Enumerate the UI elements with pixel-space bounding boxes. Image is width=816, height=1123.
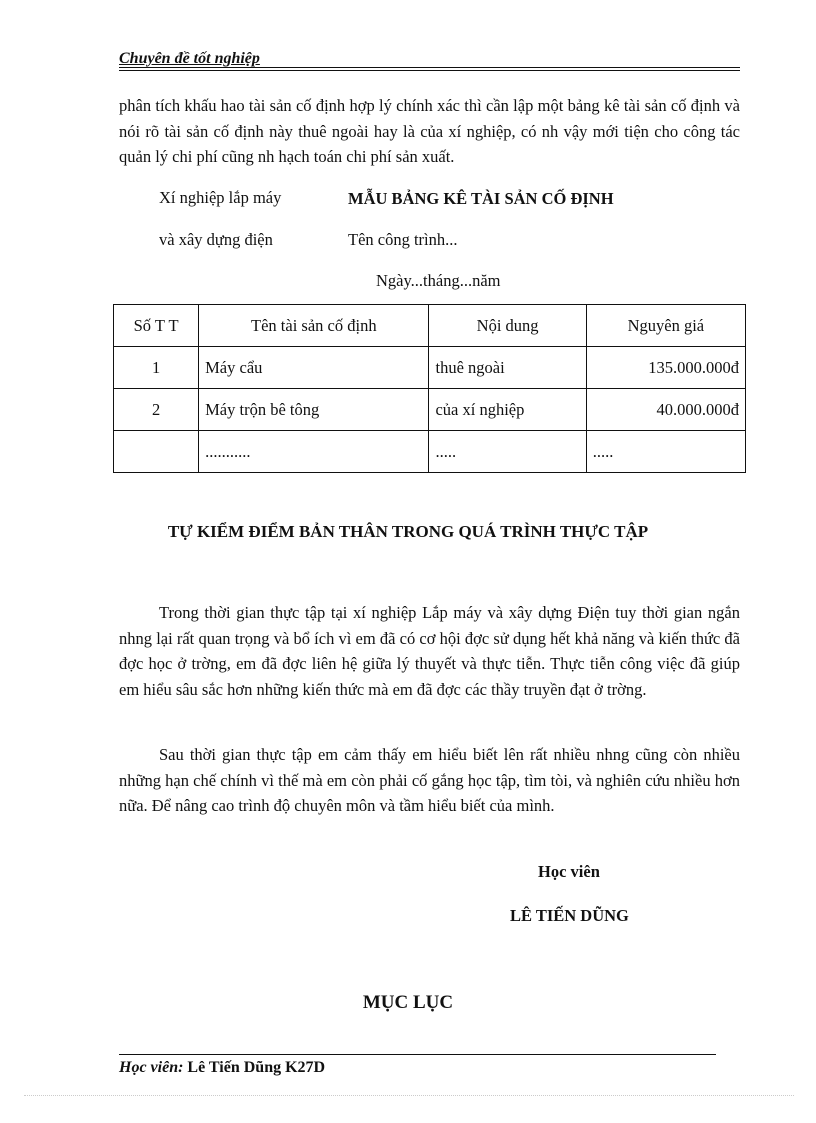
cell-stt: 1 <box>114 347 199 389</box>
page-bottom-divider <box>24 1095 794 1096</box>
signature-name: LÊ TIẾN DŨNG <box>510 906 629 925</box>
signature-role: Học viên <box>538 862 600 881</box>
footer-rule <box>119 1054 716 1055</box>
header-stt: Số T T <box>114 305 199 347</box>
header-rule-double <box>119 70 740 71</box>
table-row <box>114 389 746 431</box>
project-label: Tên công trình... <box>348 230 458 249</box>
company-line-1: Xí nghiệp lắp máy <box>159 188 282 207</box>
header-content: Nội dung <box>429 305 586 347</box>
cell-stt: 2 <box>114 389 199 431</box>
header-title: Chuyên đề tốt nghiệp <box>119 50 260 67</box>
footer-value: Lê Tiến Dũng K27D <box>187 1059 326 1076</box>
intro-paragraph: phân tích khấu hao tài sản cố định hợp lý chính xác thì cần lập một bảng kê tài sản cố định và nói rõ tài sản cố định này thuê ngoài hay là của xí nghiệp, có nh vậy mới tiện cho công tác quản lý chi phí cũng nh hạch toán chi phí sản xuất. <box>119 96 740 166</box>
cell-asset-name: ........... <box>199 431 429 473</box>
cell-asset-name: Máy trộn bê tông <box>199 389 429 431</box>
header-asset-name: Tên tài sản cố định <box>199 305 429 347</box>
section-title: TỰ KIỂM ĐIỂM BẢN THÂN TRONG QUÁ TRÌNH THỰC TẬP <box>167 522 649 541</box>
cell-content: của xí nghiệp <box>429 389 586 431</box>
page-header <box>119 48 740 70</box>
self-review-paragraph-2: Sau thời gian thực tập em cảm thấy em hiểu biết lên rất nhiều nhng cũng còn nhiều những hạn chế chính vì thế mà em còn phải cố gắng học tập, tìm tòi, và nghiên cứu nhiều hơn nữa. Để nâng cao trình độ chuyên môn và tầm hiểu biết của mình. <box>119 745 740 815</box>
cell-content: thuê ngoài <box>429 347 586 389</box>
cell-asset-name: Máy cẩu <box>199 347 429 389</box>
asset-table <box>113 304 746 473</box>
footer-label: Học viên: <box>119 1059 184 1076</box>
cell-stt <box>114 431 199 473</box>
table-header-row <box>114 305 746 347</box>
page-footer <box>119 1059 325 1077</box>
cell-content: ..... <box>429 431 586 473</box>
cell-price: ..... <box>586 431 745 473</box>
table-row <box>114 431 746 473</box>
cell-price: 135.000.000đ <box>586 347 745 389</box>
header-rule <box>119 67 740 68</box>
header-price: Nguyên giá <box>586 305 745 347</box>
self-review-paragraph-1: Trong thời gian thực tập tại xí nghiệp Lắp máy và xây dựng Điện tuy thời gian ngắn nhng lại rất quan trọng và bổ ích vì em đã có cơ hội đợc sử dụng hết khả năng và kiến thức đã đợc học ở trờng, em đã đợc liên hệ giữa lý thuyết và thực tiễn. Thực tiễn công việc đã giúp em hiểu sâu sắc hơn những kiến thức mà em đã đợc các thầy truyền đạt ở trờng. <box>119 603 740 699</box>
toc-title: MỤC LỤC <box>362 992 454 1013</box>
date-label: Ngày...tháng...năm <box>376 271 501 290</box>
company-line-2: và xây dựng điện <box>159 230 273 249</box>
cell-price: 40.000.000đ <box>586 389 745 431</box>
form-title: MẪU BẢNG KÊ TÀI SẢN CỐ ĐỊNH <box>348 189 614 208</box>
table-row <box>114 347 746 389</box>
